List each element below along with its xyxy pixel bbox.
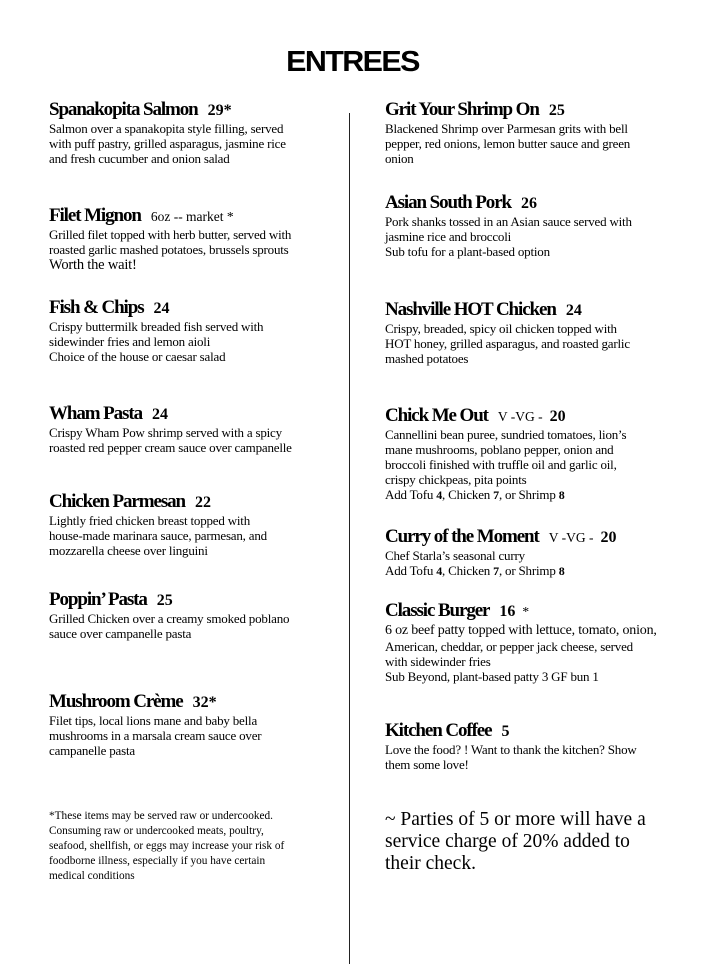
menu-item-chick-me-out (385, 406, 685, 503)
menu-item-mushroom-creme (49, 692, 339, 758)
item-name: Fish & Chips (49, 297, 144, 318)
disclaimer-line: *These items may be served raw or undercooked. (49, 810, 273, 822)
desc-line: and fresh cucumber and onion salad (49, 151, 230, 166)
desc-line: Crispy Wham Pow shrimp served with a spicy (49, 425, 282, 440)
desc-line: Filet tips, local lions mane and baby bella (49, 713, 258, 728)
addon-tofu-label: Add Tofu (385, 563, 434, 578)
item-name: Asian South Pork (385, 192, 511, 213)
raw-warning-tag: * (522, 604, 530, 619)
desc-line: HOT honey, grilled asparagus, and roasted garlic (385, 336, 630, 351)
item-price: 22 (194, 494, 211, 511)
addon-shrimp-label: , or Shrimp (498, 487, 556, 502)
item-price: 20 (600, 529, 617, 546)
desc-line: Salmon over a spanakopita style filling, served (49, 121, 284, 136)
menu-item-wham-pasta (49, 404, 339, 455)
disclaimer-line: medical conditions (49, 870, 135, 882)
item-description (49, 611, 339, 641)
desc-line: them some love! (385, 757, 469, 772)
item-description (385, 214, 685, 259)
item-description (49, 319, 339, 364)
notice-line: service charge of 20% added to (385, 831, 630, 852)
item-description (49, 713, 339, 758)
item-name: Spanakopita Salmon (49, 99, 198, 120)
item-description (385, 622, 685, 684)
addon-shrimp-price: 8 (558, 488, 565, 502)
menu-item-curry-of-the-moment (385, 527, 685, 579)
desc-line: sauce over campanelle pasta (49, 626, 192, 641)
menu-item-fish-and-chips (49, 298, 339, 364)
item-price: 24 (151, 406, 168, 423)
addon-tofu-price: 4 (436, 564, 443, 578)
desc-line: roasted red pepper cream sauce over campanelle (49, 440, 292, 455)
item-description (385, 427, 685, 503)
addon-chicken-label: , Chicken (442, 487, 491, 502)
addon-chicken-label: , Chicken (442, 563, 491, 578)
desc-line: sidewinder fries and lemon aioli (49, 334, 211, 349)
desc-line: Crispy buttermilk breaded fish served with (49, 319, 264, 334)
menu-item-nashville-hot-chicken (385, 300, 685, 366)
item-price: 24 (565, 302, 582, 319)
menu-item-grit-your-shrimp-on (385, 100, 685, 166)
item-description (385, 121, 685, 166)
item-price: 16 (499, 603, 516, 620)
desc-line: Crispy, breaded, spicy oil chicken topped with (385, 321, 617, 336)
desc-line: onion (385, 151, 414, 166)
menu-item-kitchen-coffee (385, 721, 685, 772)
desc-line: crispy chickpeas, pita points (385, 472, 527, 487)
item-price: 25 (548, 102, 565, 119)
item-tag: 6oz -- market * (150, 209, 234, 224)
addon-tofu-label: Add Tofu (385, 487, 434, 502)
addon-tofu-price: 4 (436, 488, 443, 502)
desc-line: broccoli finished with truffle oil and garlic oil, (385, 457, 617, 472)
addons-line (385, 487, 685, 503)
item-description (49, 121, 339, 166)
item-name: Poppin’ Pasta (49, 589, 147, 610)
item-price: 5 (501, 723, 510, 740)
desc-line: Sub Beyond, plant-based patty 3 GF bun 1 (385, 669, 599, 684)
item-price: 26 (521, 195, 537, 212)
item-name: Classic Burger (385, 600, 490, 621)
item-diet-tag: V -VG - (497, 409, 543, 424)
desc-line: Choice of the house or caesar salad (49, 349, 226, 364)
menu-item-spanakopita-salmon (49, 100, 339, 166)
item-name: Wham Pasta (49, 403, 142, 424)
addon-shrimp-price: 8 (558, 564, 565, 578)
item-name: Grit Your Shrimp On (385, 99, 539, 120)
menu-item-filet-mignon (49, 206, 339, 274)
notice-line: their check. (385, 853, 476, 874)
item-description (385, 321, 685, 366)
desc-line: Sub tofu for a plant-based option (385, 244, 550, 259)
menu-item-poppin-pasta (49, 590, 339, 641)
service-charge-notice (385, 809, 685, 875)
item-price: 20 (549, 408, 566, 425)
desc-line: Chef Starla’s seasonal curry (385, 548, 525, 563)
desc-line: Worth the wait! (49, 257, 137, 273)
desc-line: Lightly fried chicken breast topped with (49, 513, 251, 528)
disclaimer-line: seafood, shellfish, or eggs may increase your risk of (49, 840, 285, 852)
item-price: 29* (207, 102, 232, 119)
item-price: 25 (156, 592, 173, 609)
desc-line: mane mushrooms, poblano pepper, onion and (385, 442, 614, 457)
column-divider (349, 113, 350, 964)
notice-line: ~ Parties of 5 or more will have a (385, 809, 646, 830)
item-name: Chick Me Out (385, 405, 488, 426)
item-name: Filet Mignon (49, 205, 141, 226)
addon-shrimp-label: , or Shrimp (498, 563, 556, 578)
item-name: Kitchen Coffee (385, 720, 492, 741)
desc-line: American, cheddar, or pepper jack cheese, served (385, 639, 633, 654)
menu-item-asian-south-pork (385, 193, 685, 259)
desc-line: Grilled Chicken over a creamy smoked poblano (49, 611, 290, 626)
raw-food-disclaimer (49, 809, 339, 884)
desc-line: Grilled filet topped with herb butter, served with (49, 227, 292, 242)
item-description (49, 227, 339, 274)
item-name: Mushroom Crème (49, 691, 183, 712)
page-title: ENTREES (286, 46, 419, 78)
item-name: Nashville HOT Chicken (385, 299, 556, 320)
item-name: Curry of the Moment (385, 526, 539, 547)
addon-chicken-price: 7 (493, 488, 499, 502)
desc-line: Blackened Shrimp over Parmesan grits with bell (385, 121, 628, 136)
item-diet-tag: V -VG - (548, 530, 594, 545)
disclaimer-line: Consuming raw or undercooked meats, poultry, (49, 825, 264, 837)
desc-line: Cannellini bean puree, sundried tomatoes, lion’s (385, 427, 627, 442)
menu-item-classic-burger (385, 601, 685, 684)
desc-line: 6 oz beef patty topped with lettuce, tomato, onion, (385, 623, 657, 638)
item-description (385, 742, 685, 772)
item-price: 24 (153, 300, 170, 317)
desc-line: mozzarella cheese over linguini (49, 543, 208, 558)
item-name: Chicken Parmesan (49, 491, 185, 512)
addons-line (385, 563, 685, 579)
item-description (49, 425, 339, 455)
desc-line: campanelle pasta (49, 743, 135, 758)
desc-line: with puff pastry, grilled asparagus, jasmine rice (49, 136, 286, 151)
disclaimer-line: foodborne illness, especially if you have certain (49, 855, 266, 867)
desc-line: Pork shanks tossed in an Asian sauce served with (385, 214, 632, 229)
item-description (49, 513, 339, 558)
addon-chicken-price: 7 (493, 564, 499, 578)
desc-line: jasmine rice and broccoli (385, 229, 512, 244)
desc-line: with sidewinder fries (385, 654, 491, 669)
item-price: 32* (192, 694, 217, 711)
desc-line: pepper, red onions, lemon butter sauce and green (385, 136, 631, 151)
desc-line: Love the food? ! Want to thank the kitchen? Show (385, 742, 637, 757)
desc-line: mashed potatoes (385, 351, 469, 366)
menu-item-chicken-parmesan (49, 492, 339, 558)
item-description (385, 548, 685, 579)
desc-line: roasted garlic mashed potatoes, brussels sprouts (49, 242, 289, 257)
desc-line: house-made marinara sauce, parmesan, and (49, 528, 267, 543)
desc-line: mushrooms in a marsala cream sauce over (49, 728, 262, 743)
